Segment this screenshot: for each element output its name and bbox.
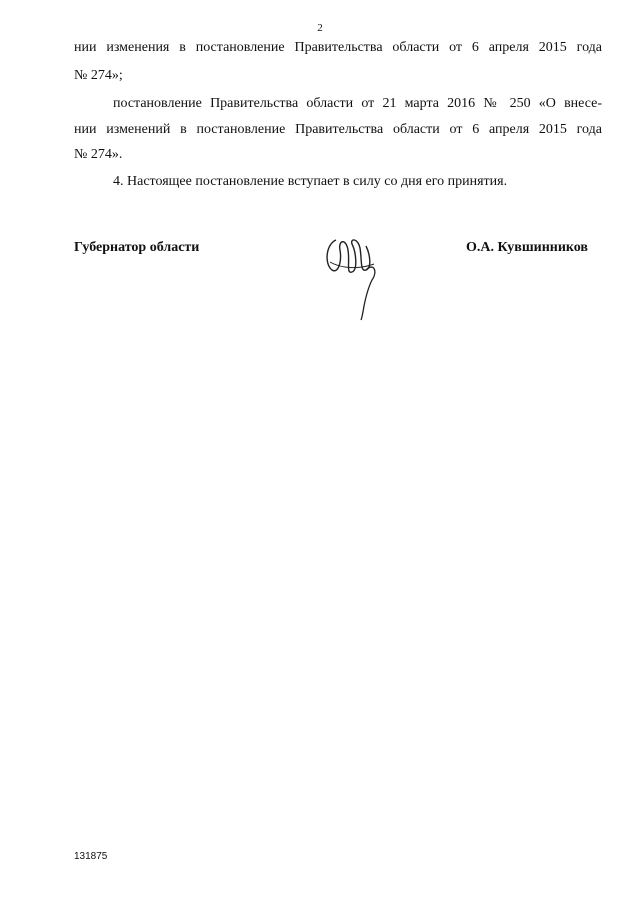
document-code: 131875	[74, 851, 108, 862]
page-number: 2	[317, 22, 323, 34]
body-line-6: 4. Настоящее постановление вступает в силу со дня его принятия.	[113, 174, 508, 189]
signatory-name: О.А. Кувшинников	[465, 240, 588, 255]
signatory-title: Губернатор области	[74, 240, 200, 255]
body-line-3: постановление Правительства области от 21 марта 2016 № 250 «О внесе-	[113, 96, 602, 111]
handwritten-signature	[322, 232, 384, 322]
body-line-2: № 274»;	[74, 68, 123, 83]
body-line-4: нии изменений в постановление Правительства области от 6 апреля 2015 года	[74, 122, 602, 137]
body-line-5: № 274».	[74, 147, 123, 162]
body-line-1: нии изменения в постановление Правительства области от 6 апреля 2015 года	[74, 40, 602, 55]
